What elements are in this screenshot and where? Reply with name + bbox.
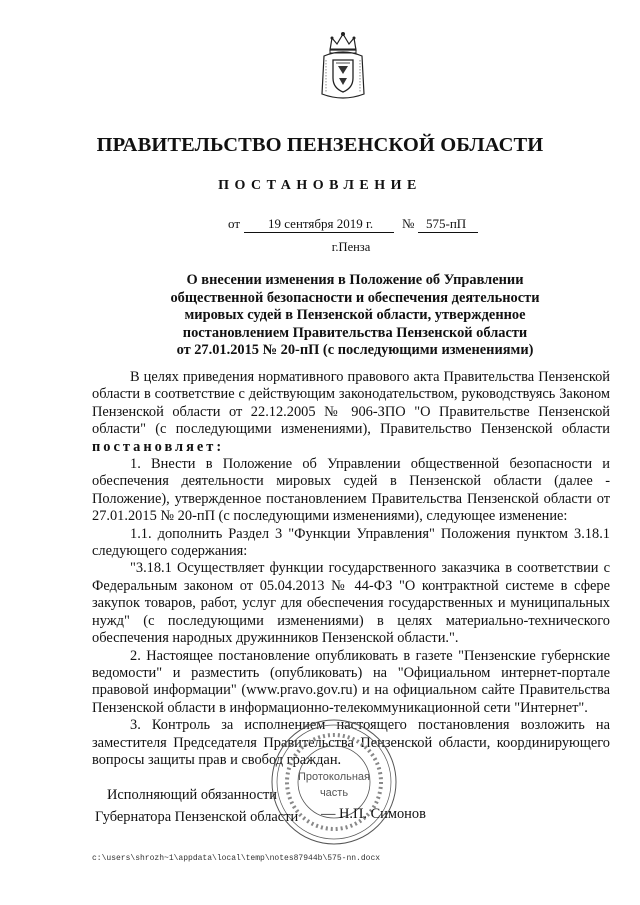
date-prefix: от bbox=[228, 216, 241, 231]
subject-line: мировых судей в Пензенской области, утвержденное bbox=[184, 307, 526, 324]
item-3: 3. Контроль за исполнением настоящего постановления возложить на заместителя Председателя Правительства Пензенской области, координирующего вопросы защиты прав и свобод граждан. bbox=[92, 717, 610, 768]
organization-title: ПРАВИТЕЛЬСТВО ПЕНЗЕНСКОЙ ОБЛАСТИ bbox=[96, 134, 544, 156]
signatory-name bbox=[321, 806, 426, 823]
signatory-line: Исполняющий обязанности bbox=[107, 787, 278, 803]
coat-of-arms-icon bbox=[318, 30, 368, 102]
item-2: 2. Настоящее постановление опубликовать в газете "Пензенские губернские ведомости" и разместить (опубликовать) на "Официальном интернет-портале правовой информации" (www.pravo.gov.ru) и на официальном сайте Правительства Пензенской области в информационно-телекоммуникационной сети "Интернет". bbox=[92, 647, 610, 716]
signatory-name-text: Н.П. Симонов bbox=[339, 806, 426, 822]
decree-word: постановляет: bbox=[92, 438, 225, 455]
subject-line: О внесении изменения в Положение об Управлении bbox=[186, 272, 524, 288]
city: г.Пенза bbox=[331, 240, 371, 254]
subject-line: общественной безопасности и обеспечения деятельности bbox=[170, 289, 540, 306]
number-prefix: № bbox=[402, 216, 415, 231]
document-body bbox=[92, 369, 610, 769]
signatory-line: Губернатора Пензенской области bbox=[95, 809, 299, 825]
document-subject bbox=[120, 272, 590, 360]
signatory-title bbox=[95, 784, 299, 828]
number-underline bbox=[418, 232, 478, 233]
item-1-1: 1.1. дополнить Раздел 3 "Функции Управления" Положения пунктом 3.18.1 следующего содержания: bbox=[92, 525, 610, 560]
quoted-text: "3.18.1 Осуществляет функции государственного заказчика в соответствии с Федеральным законом от 05.04.2013 № 44-ФЗ "О контрактной системе в сфере закупок товаров, работ, услуг для обеспечения государственных и муниципальных нужд" (с последующими изменениями) в целях материально-технического обеспечения народных дружинников Пензенской области.". bbox=[92, 560, 610, 647]
document-type: ПОСТАНОВЛЕНИЕ bbox=[218, 178, 422, 193]
date-underline bbox=[244, 232, 394, 233]
preamble-paragraph bbox=[92, 369, 610, 456]
signature-dash: — bbox=[321, 806, 336, 822]
subject-line: от 27.01.2015 № 20-пП (с последующими изменениями) bbox=[176, 342, 534, 359]
stamp-text: Протокольная bbox=[297, 771, 371, 783]
file-path-footer: c:\users\shrozh~1\appdata\local\temp\notes87944b\575-nn.docx bbox=[92, 854, 381, 863]
date-number-line bbox=[228, 216, 528, 236]
document-date: 19 сентября 2019 г. bbox=[268, 216, 374, 231]
item-1: 1. Внести в Положение об Управлении общественной безопасности и обеспечения деятельности мировых судей в Пензенской области (далее - Положение), утвержденное постановлением Правительства Пензенской области от 27.01.2015 № 20-пП (с последующими изменениями), следующее изменение: bbox=[92, 456, 610, 525]
preamble-text: В целях приведения нормативного правового акта Правительства Пензенской области в соответствие с действующим законодательством, руководствуясь Законом Пензенской области от 22.12.2005 № 906-ЗПО "О Правительстве Пензенской области" (с последующими изменениями), Правительство Пензенской области bbox=[92, 369, 610, 438]
stamp-text: часть bbox=[319, 787, 349, 799]
document-number: 575-пП bbox=[426, 216, 467, 231]
subject-line: постановлением Правительства Пензенской области bbox=[182, 324, 528, 341]
